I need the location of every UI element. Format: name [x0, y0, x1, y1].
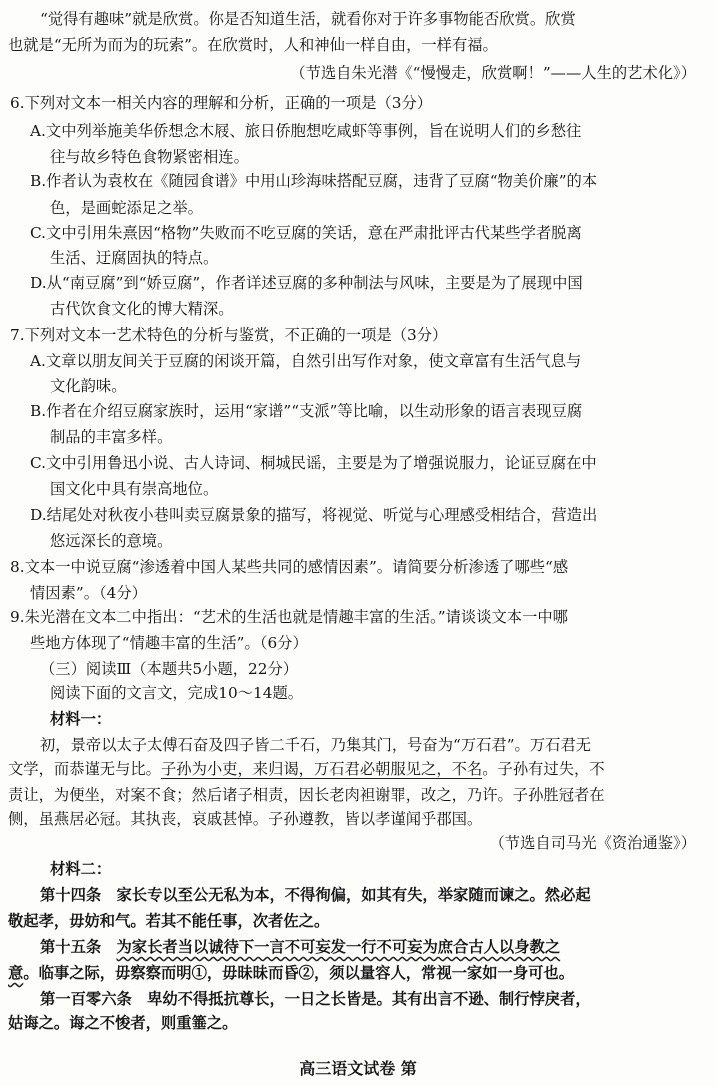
question-9: 9.朱光潜在文本二中指出：“艺术的生活也就是情趣丰富的生活。”请谈谈文本一中哪	[10, 608, 568, 626]
question-8-cont: 情因素”。（4分）	[30, 584, 147, 602]
question-9-cont: 些地方体现了“情趣丰富的生活”。（6分）	[30, 634, 308, 652]
classical-text-line: 文学，而恭谨无与比。子孙为小吏，来归谒，万石君必朝服见之，不名。子孙有过失，不	[8, 760, 605, 778]
option-7a-cont: 文化韵味。	[50, 377, 127, 395]
option-7c-cont: 国文化中具有崇高地位。	[50, 480, 219, 498]
option-6d: D.从“南豆腐”到“娇豆腐”，作者详述豆腐的多种制法与风味，主要是为了展现中国	[30, 274, 583, 292]
text-line: 也就是“无所为而为的玩索”。在欣赏时，人和神仙一样自由，一样有福。	[8, 36, 498, 54]
option-7d-cont: 悠远深长的意境。	[50, 532, 173, 550]
question-8: 8.文本一中说豆腐“渗透着中国人某些共同的感情因素”。请简要分析渗透了哪些“感	[10, 558, 569, 576]
option-6b-cont: 色，是画蛇添足之举。	[50, 199, 203, 217]
option-7c: C.文中引用鲁迅小说、古人诗词、桐城民谣，主要是为了增强说服力，论证豆腐在中	[30, 454, 597, 472]
classical-text-line: 敬起孝，毋妨和气。若其不能任事，次者佐之。	[8, 912, 330, 930]
source-citation: （节选自朱光潜《“慢慢走，欣赏啊！”——人生的艺术化》）	[290, 64, 696, 82]
material-1-heading: 材料一：	[50, 710, 112, 728]
wavy-underlined-sentence: 为家长者当以诚待下一言不可妄发一行不可妄为庶合古人以身教之	[116, 938, 561, 956]
classical-text-line: 第一百零六条 卑幼不得抵抗尊长，一日之长皆是。其有出言不逊、制行悖戾者，	[40, 990, 591, 1008]
option-6c: C.文中引用朱熹因“格物”失败而不吃豆腐的笑话，意在严肃批评古代某些学者脱离	[30, 224, 582, 242]
option-7d: D.结尾处对秋夜小巷叫卖豆腐景象的描写，将视觉、听觉与心理感受相结合，营造出	[30, 506, 598, 524]
classical-text-line: 第十五条 为家长者当以诚待下一言不可妄发一行不可妄为庶合古人以身教之	[40, 938, 561, 956]
section-instruction: 阅读下面的文言文，完成10～14题。	[50, 684, 304, 702]
classical-text-line: 意。临事之际，毋察察而明①，毋昧昧而昏②，须以量容人，常视一家如一身可也。	[8, 964, 575, 982]
source-citation: （节选自司马光《资治通鉴》）	[489, 834, 696, 852]
option-7a: A.文章以朋友间关于豆腐的闲谈开篇，自然引出写作对象，使文章富有生活气息与	[30, 352, 582, 370]
page-footer: 高三语文试卷 第	[299, 1059, 417, 1078]
option-6c-cont: 生活、迂腐固执的特点。	[50, 249, 219, 267]
option-6a-cont: 往与故乡特色食物紧密相连。	[50, 148, 249, 166]
option-6b: B.作者认为袁枚在《随园食谱》中用山珍海味搭配豆腐，违背了豆腐“物美价廉”的本	[30, 172, 598, 190]
classical-text-line: 第十四条 家长专以至公无私为本，不得徇偏，如其有失，举家随而谏之。然必起	[40, 886, 591, 904]
classical-text-line: 初，景帝以太子太傅石奋及四子皆二千石，乃集其门，号奋为“万石君”。万石君无	[40, 736, 592, 754]
section-heading: （三）阅读Ⅲ（本题共5小题，22分）	[40, 660, 299, 678]
classical-text-line: 姑诲之。诲之不悛者，则重箠之。	[8, 1014, 238, 1032]
option-7b: B.作者在介绍豆腐家族时，运用“家谱”“支派”等比喻，以生动形象的语言表现豆腐	[30, 402, 583, 420]
option-7b-cont: 制品的丰富多样。	[50, 428, 173, 446]
question-6: 6.下列对文本一相关内容的理解和分析，正确的一项是（3分）	[10, 94, 433, 112]
text-line: “觉得有趣味”就是欣赏。你是否知道生活，就看你对于许多事物能否欣赏。欣赏	[40, 10, 576, 28]
underlined-sentence: 子孙为小吏，来归谒，万石君必朝服见之，不名	[160, 760, 483, 778]
question-7: 7.下列对文本一艺术特色的分析与鉴赏，不正确的一项是（3分）	[10, 326, 448, 344]
material-2-heading: 材料二：	[50, 860, 112, 878]
option-6a: A.文中列举施美华侨想念木屐、旅日侨胞想吃咸虾等事例，旨在说明人们的乡愁往	[30, 122, 582, 140]
classical-text-line: 责让，为便坐，对案不食；然后诸子相责，因长老肉袒谢罪，改之，乃许。子孙胜冠者在	[8, 786, 605, 804]
classical-text-line: 侧，虽燕居必冠。其执丧，哀戚甚悼。子孙遵教，皆以孝谨闻乎郡国。	[8, 810, 483, 828]
wavy-underlined-sentence: 意	[8, 964, 24, 982]
option-6d-cont: 古代饮食文化的博大精深。	[50, 300, 234, 318]
